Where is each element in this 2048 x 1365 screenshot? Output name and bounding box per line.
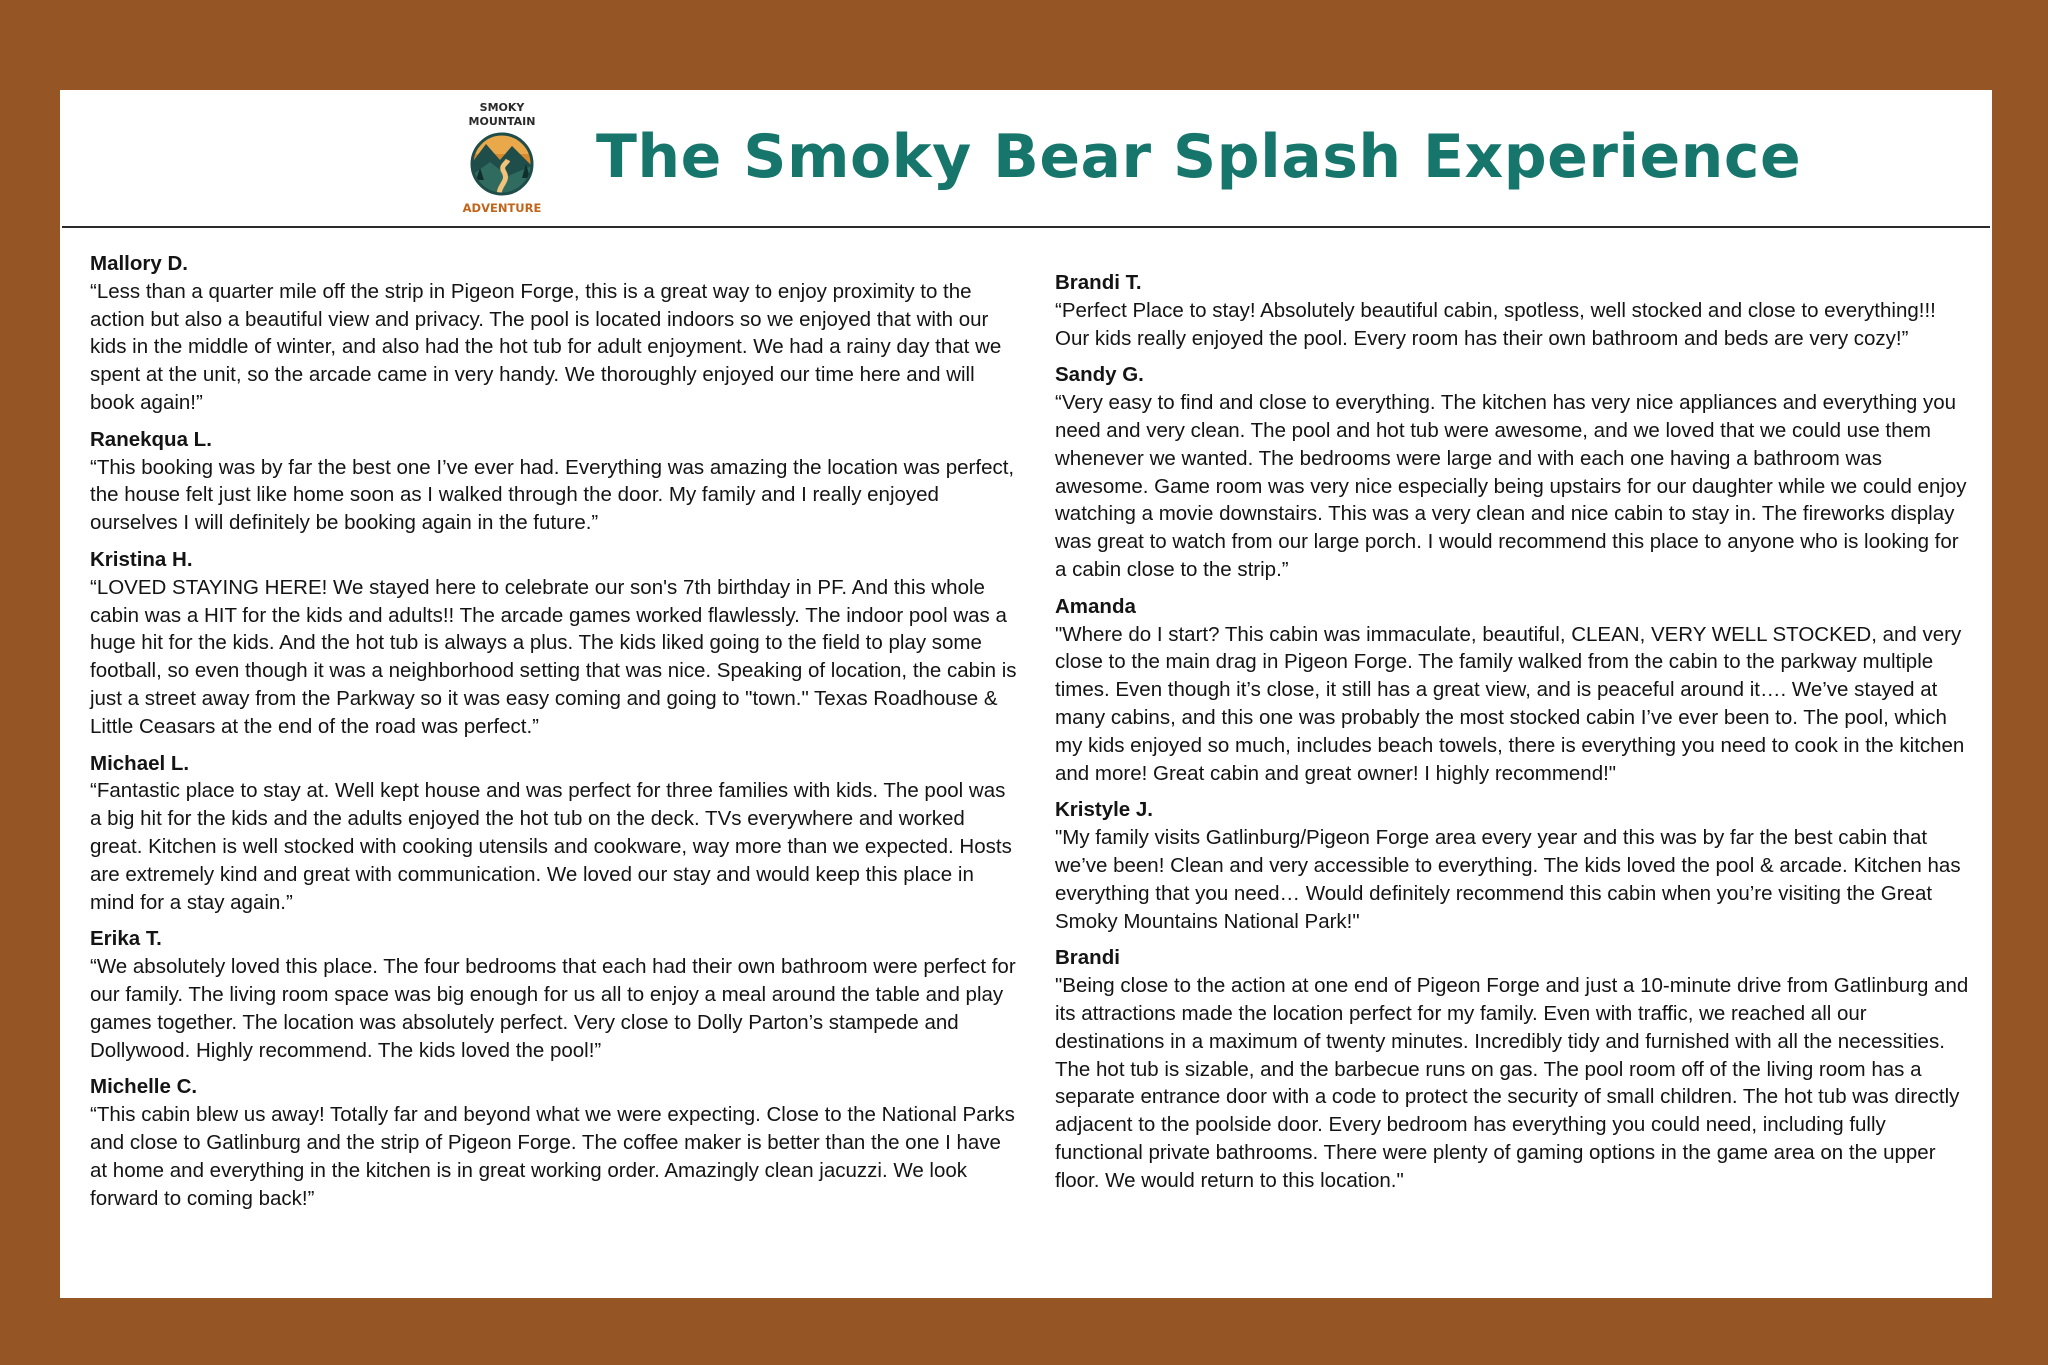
smoky-mountain-adventure-logo xyxy=(450,98,554,218)
review-text: “Less than a quarter mile off the strip in Pigeon Forge, this is a great way to enjoy proximity to the action but also a beautiful view and privacy. The pool is located indoors so we enjoyed that with our kids in the middle of winter, and also had the hot tub for adult enjoyment. We had a rainy day that we spent at the unit, so the arcade came in very handy. We thoroughly enjoyed our time here and will book again!” xyxy=(90,279,1002,414)
review-item xyxy=(90,750,1020,917)
review-text: "Where do I start? This cabin was immaculate, beautiful, CLEAN, VERY WELL STOCKED, and very close to the main drag in Pigeon Forge. The family walked from the cabin to the parkway multiple times. Even though it’s close, it still has a great view, and is peaceful around it…. We’ve stayed at many cabins, and this one was probably the most stocked cabin I’ve ever been to. The pool, which my kids enjoyed so much, includes beach towels, there is everything you need to cook in the kitchen and more! Great cabin and great owner! I highly recommend!" xyxy=(1055,622,1965,785)
review-item xyxy=(1055,361,1975,583)
reviewer-name: Michelle C. xyxy=(90,1075,198,1099)
review-item xyxy=(90,546,1020,741)
logo-text-top: SMOKY xyxy=(479,101,525,114)
review-item xyxy=(1055,269,1975,352)
review-text: "My family visits Gatlinburg/Pigeon Forge area every year and this was by far the best cabin that we’ve been! Clean and very accessible to everything. The kids loved the pool & arcade. Kitchen has everything that you need… Would definitely recommend this cabin when you’re visiting the Great Smoky Mountains National Park!" xyxy=(1055,826,1961,933)
header xyxy=(62,92,1990,228)
reviews-column-right xyxy=(1055,269,1975,1204)
review-text: “We absolutely loved this place. The four bedrooms that each had their own bathroom were perfect for our family. The living room space was big enough for us all to enjoy a meal around the table and play games together. The location was absolutely perfect. Very close to Dolly Parton’s stampede and Dollywood. Highly recommend. The kids loved the pool!” xyxy=(90,955,1016,1062)
review-item xyxy=(1055,944,1975,1194)
reviewer-name: Brandi T. xyxy=(1055,271,1142,294)
reviews-card xyxy=(60,90,1992,1298)
logo-text-middle: MOUNTAIN xyxy=(468,115,536,128)
reviewer-name: Sandy G. xyxy=(1055,363,1144,387)
mountain-scene-icon xyxy=(468,132,536,198)
reviewer-name: Brandi xyxy=(1055,946,1120,970)
review-text: “Perfect Place to stay! Absolutely beautiful cabin, spotless, well stocked and close to everything!!! Our kids really enjoyed the pool. Every room has their own bathroom and beds are very cozy!” xyxy=(1055,298,1936,350)
review-item xyxy=(1055,593,1975,788)
review-text: "Being close to the action at one end of Pigeon Forge and just a 10-minute drive from Gatlinburg and its attractions made the location perfect for my family. Even with traffic, we reached all our destinations in a maximum of twenty minutes. Incredibly tidy and furnished with all the necessities. The hot tub is sizable, and the barbecue runs on gas. The pool room off of the living room has a separate entrance door with a code to protect the security of small children. The hot tub was directly adjacent to the poolside door. Every bedroom has everything you could need, including fully functional private bathrooms. There were plenty of gaming options in the game area on the upper floor. We would return to this location." xyxy=(1055,974,1969,1192)
review-item xyxy=(1055,796,1975,935)
reviews-column-left xyxy=(90,250,1020,1221)
page-title: The Smoky Bear Splash Experience xyxy=(596,122,1802,192)
reviewer-name: Amanda xyxy=(1055,594,1136,618)
reviewer-name: Kristina H. xyxy=(90,547,193,571)
reviewer-name: Ranekqua L. xyxy=(90,427,212,451)
review-text: “LOVED STAYING HERE! We stayed here to celebrate our son's 7th birthday in PF. And this whole cabin was a HIT for the kids and adults!! The arcade games worked flawlessly. The indoor pool was a huge hit for the kids. And the hot tub is always a plus. The kids liked going to the field to play some football, so even though it was a neighborhood setting that was nice. Speaking of location, the cabin is just a street away from the Parkway so it was easy coming and going to "town." Texas Roadhouse & Little Ceasars at the end of the road was perfect.” xyxy=(90,575,1017,738)
review-text: “Very easy to find and close to everything. The kitchen has very nice appliances and everything you need and very clean. The pool and hot tub were awesome, and we loved that we could use them whenever we wanted. The bedrooms were large and with each one having a bathroom was awesome. Game room was very nice especially being upstairs for our daughter while we could enjoy watching a movie downstairs. This was a very clean and nice cabin to stay in. The fireworks display was great to watch from our large porch. I would recommend this place to anyone who is looking for a cabin close to the strip.” xyxy=(1055,391,1967,581)
reviewer-name: Michael L. xyxy=(90,751,190,775)
reviewer-name: Mallory D. xyxy=(90,252,188,275)
reviewer-name: Erika T. xyxy=(90,927,162,951)
reviewer-name: Kristyle J. xyxy=(1055,798,1153,822)
review-text: “This cabin blew us away! Totally far and beyond what we were expecting. Close to the National Parks and close to Gatlinburg and the strip of Pigeon Forge. The coffee maker is better than the one I have at home and everything in the kitchen is in great working order. Amazingly clean jacuzzi. We look forward to coming back!” xyxy=(90,1103,1015,1210)
logo-text-bottom: ADVENTURE xyxy=(462,201,542,215)
review-item xyxy=(90,925,1020,1064)
review-text: “This booking was by far the best one I’ve ever had. Everything was amazing the location was perfect, the house felt just like home soon as I walked through the door. My family and I really enjoyed ourselves I will definitely be booking again in the future.” xyxy=(90,455,1015,535)
review-item xyxy=(90,426,1020,537)
review-item xyxy=(90,250,1020,417)
review-item xyxy=(90,1073,1020,1212)
review-text: “Fantastic place to stay at. Well kept house and was perfect for three families with kids. The pool was a big hit for the kids and the adults enjoyed the hot tub on the deck. TVs everywhere and worked great. Kitchen is well stocked with cooking utensils and cookware, way more than we expected. Hosts are extremely kind and great with communication. We loved our stay and would keep this place in mind for a stay again.” xyxy=(90,779,1012,914)
